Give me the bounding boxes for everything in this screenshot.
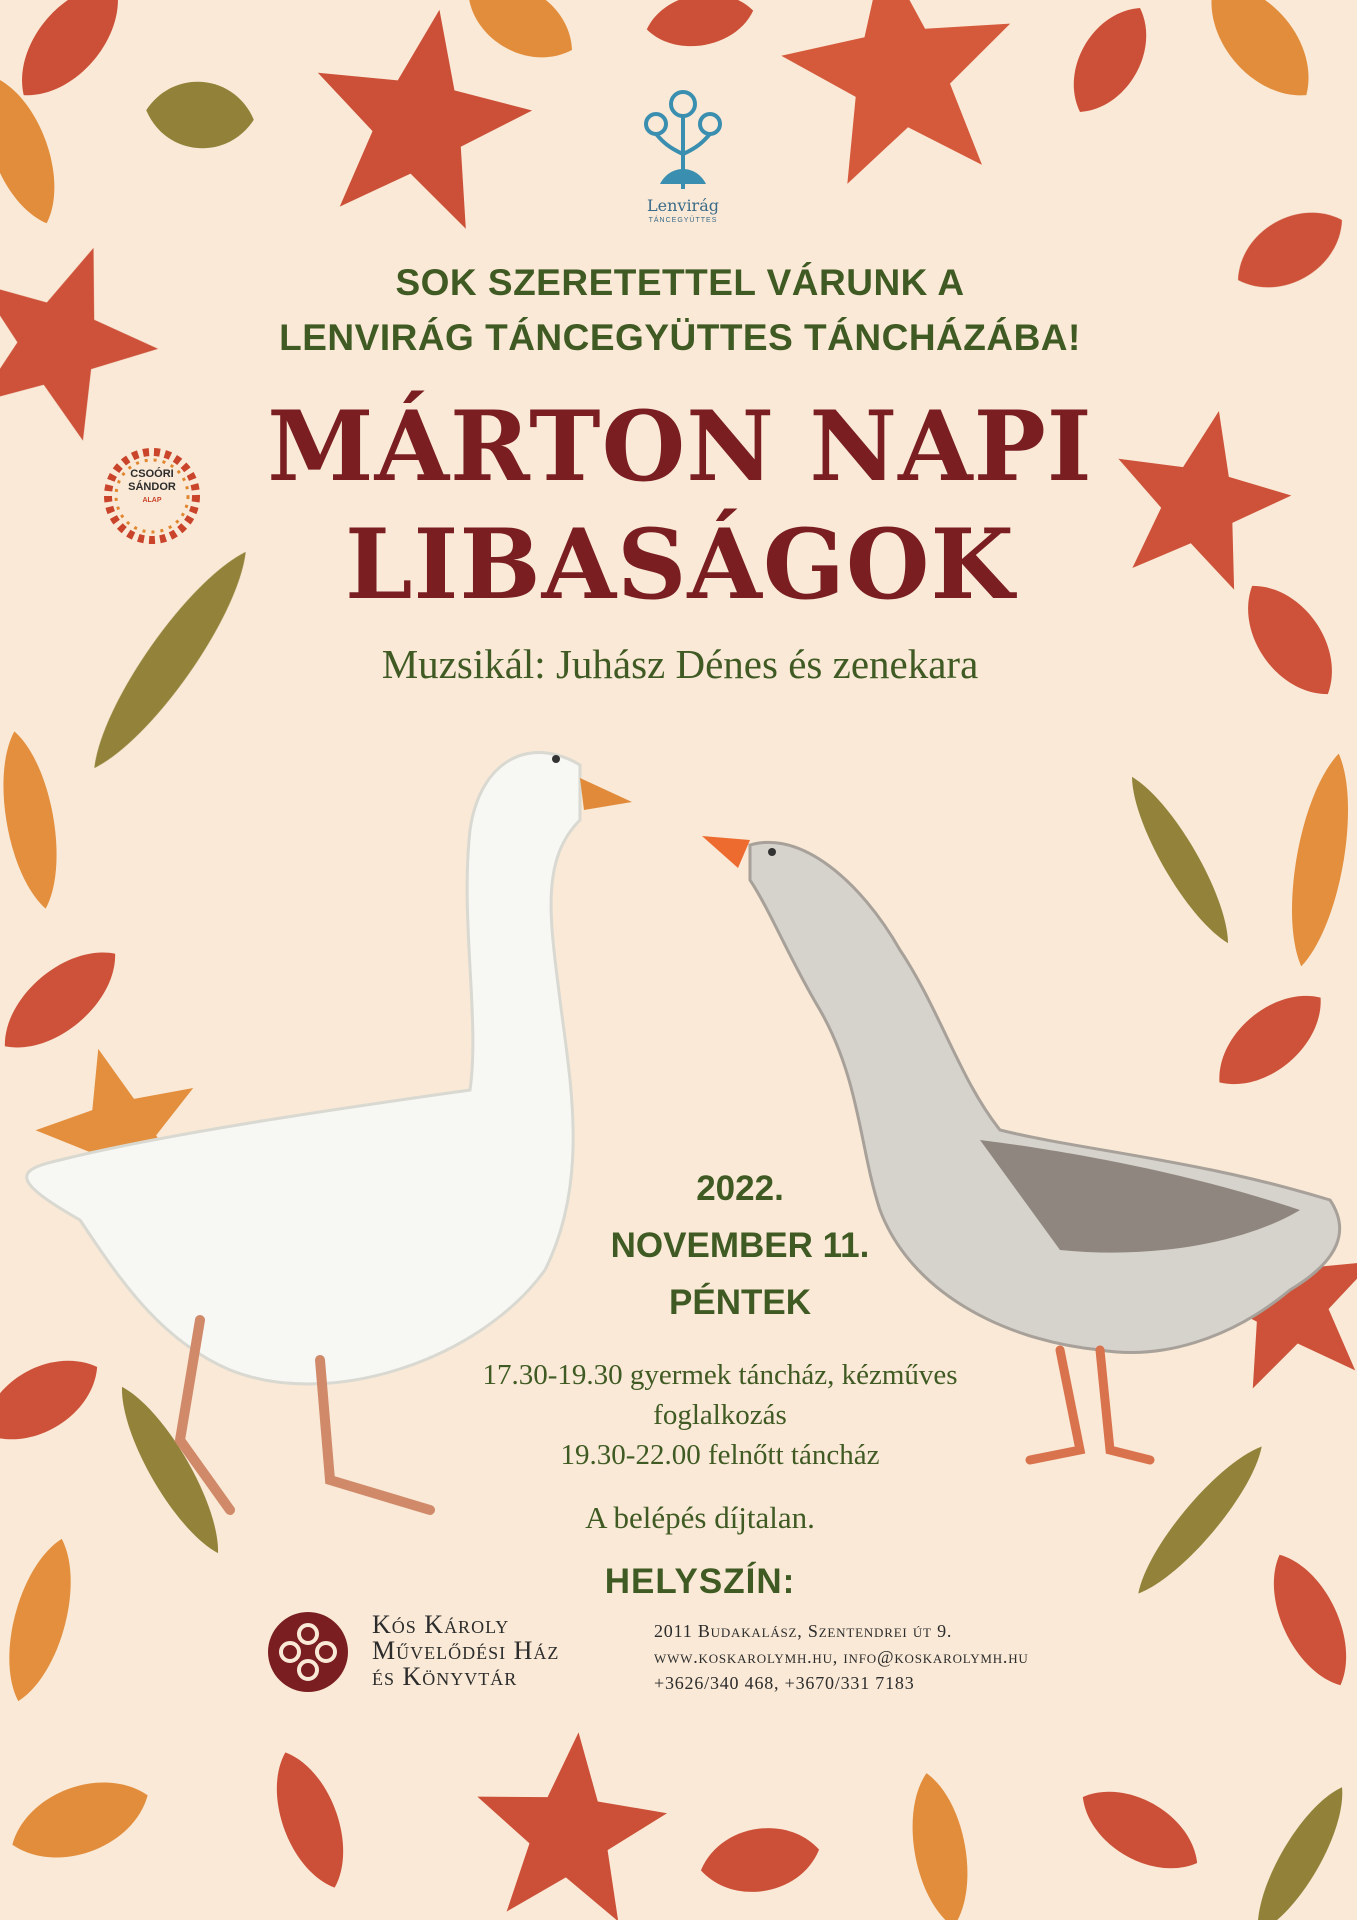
csoori-logo-line2: SÁNDOR — [128, 481, 176, 493]
venue-name-line-3: és Könyvtár — [372, 1662, 518, 1691]
venue-name-line-1: Kós Károly — [372, 1610, 510, 1639]
venue-name-line-2: Művelődési Ház — [372, 1636, 560, 1665]
invitation-headline — [200, 255, 1160, 365]
csoori-logo-line3: ALAP — [142, 497, 162, 504]
venue-heading: HELYSZÍN: — [604, 1562, 796, 1601]
schedule-line-2: foglalkozás — [653, 1399, 787, 1431]
schedule-line-3: 19.30-22.00 felnőtt táncház — [560, 1439, 880, 1471]
lenvirag-logo-name: Lenvirág — [647, 196, 719, 215]
headline-line-2: LENVIRÁG TÁNCEGYÜTTES TÁNCHÁZÁBA! — [279, 317, 1081, 358]
title-line-1: MÁRTON NAPI — [267, 390, 1093, 503]
venue-details — [654, 1618, 1029, 1696]
venue-web-email: www.koskarolymh.hu, info@koskarolymh.hu — [654, 1647, 1029, 1667]
venue-name — [372, 1612, 559, 1690]
lenvirag-logo-subtitle: TÁNCEGYÜTTES — [648, 217, 718, 224]
venue-phones: +3626/340 468, +3670/331 7183 — [654, 1673, 915, 1693]
csoori-logo-line1: CSOÓRI — [130, 468, 174, 480]
headline-line-1: SOK SZERETETTEL VÁRUNK A — [395, 262, 965, 303]
date-year: 2022. — [696, 1169, 784, 1208]
leaf-cluster-bottom — [1, 1724, 1357, 1920]
entry-fee-note: A belépés díjtalan. — [585, 1500, 815, 1535]
title-line-2: LIBASÁGOK — [345, 508, 1015, 621]
date-day: NOVEMBER 11. — [610, 1226, 870, 1265]
event-date — [520, 1160, 960, 1331]
kos-karoly-spiral-logo-icon — [266, 1610, 350, 1694]
date-weekday: PÉNTEK — [669, 1283, 811, 1322]
schedule-line-1: 17.30-19.30 gyermek táncház, kézműves — [482, 1359, 958, 1391]
venue-address: 2011 Budakalász, Szentendrei út 9. — [654, 1621, 953, 1641]
poster-title — [180, 388, 1180, 624]
event-schedule — [380, 1355, 1060, 1475]
music-credit: Muzsikál: Juhász Dénes és zenekara — [381, 641, 979, 687]
